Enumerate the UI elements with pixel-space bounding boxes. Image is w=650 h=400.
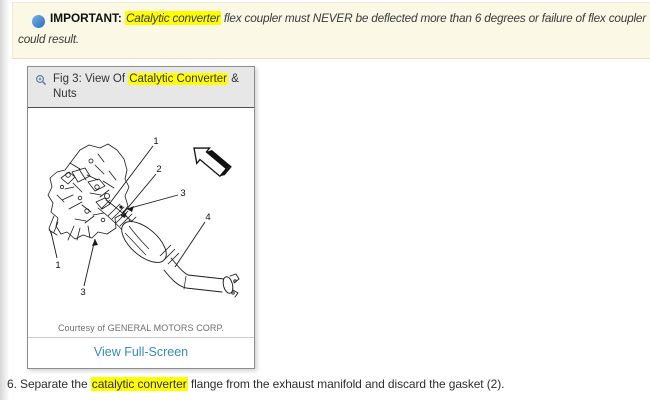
figure-drawing-area [28, 108, 254, 318]
important-notice [12, 2, 650, 59]
callout-4: 4 [205, 212, 211, 223]
notice-text: flex coupler must NEVER be deflected more than 6 degrees or failure of flex coupler could result. [18, 11, 647, 46]
callout-lines [51, 146, 205, 286]
catalytic-converter-drawing [115, 214, 179, 270]
engine-drawing [48, 144, 129, 240]
exhaust-pipe-drawing [164, 258, 239, 297]
notice-paragraph [18, 8, 649, 50]
flange-drawing [222, 274, 239, 297]
notice-label: IMPORTANT: [50, 11, 122, 25]
callout-2: 2 [156, 164, 162, 175]
view-fullscreen-link[interactable]: View Full-Screen [93, 345, 189, 359]
notice-highlight: Catalytic converter [125, 11, 220, 25]
figure-title-suffix: & Nuts [53, 73, 239, 100]
figure-header [28, 67, 254, 108]
step-suffix: flange from the exhaust manifold and discard the gasket (2). [190, 377, 505, 391]
step-highlight: catalytic converter [91, 377, 187, 391]
figure-title-highlight: Catalytic Converter [129, 73, 228, 85]
figure-credit: Courtesy of GENERAL MOTORS CORP. [57, 323, 225, 333]
callout-1: 1 [153, 136, 159, 147]
figure-drawing [28, 108, 252, 318]
callout-3: 3 [180, 188, 186, 199]
callout-1b: 1 [55, 260, 61, 271]
zoom-icon[interactable] [35, 74, 47, 86]
page-edge-shadow [0, 0, 9, 400]
direction-arrow [188, 140, 232, 182]
step-prefix: 6. Separate the [7, 377, 88, 391]
figure-title: Fig 3: View Of [53, 73, 126, 85]
callout-3b: 3 [80, 287, 86, 298]
step-instruction [7, 377, 504, 391]
info-icon: i [32, 15, 45, 28]
figure-panel [27, 66, 255, 369]
figure-link-row [28, 337, 254, 368]
